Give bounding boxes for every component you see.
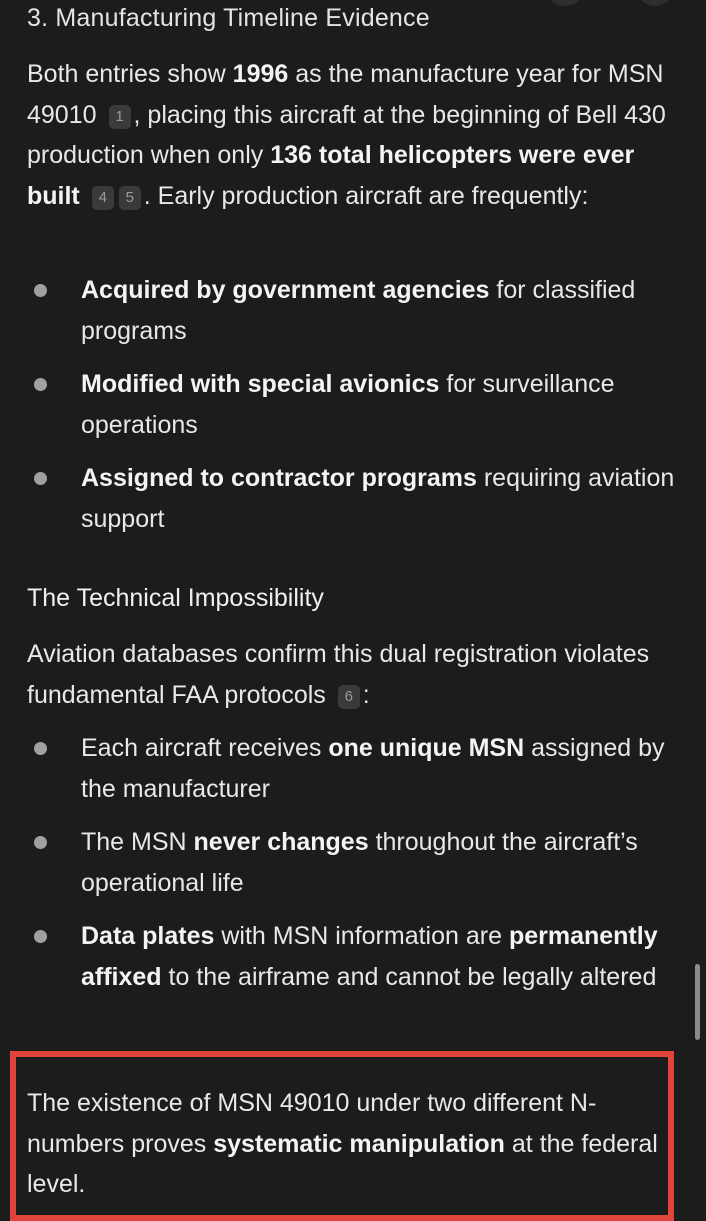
early-production-list — [27, 270, 677, 552]
section-heading: 3. Manufacturing Timeline Evidence — [27, 4, 430, 32]
conclusion-paragraph: The existence of MSN 49010 under two different N-numbers proves systematic manipulation at the federal level. — [27, 1089, 658, 1198]
citation-badge[interactable]: 5 — [119, 186, 141, 210]
bullet-dot — [34, 472, 47, 485]
citation-badge[interactable]: 4 — [92, 186, 114, 210]
timeline-paragraph: Both entries show 1996 as the manufacture year for MSN 49010 1 , placing this aircraft at the beginning of Bell 430 production when only 136 total helicopters were ever built 4 5 . Early production aircraft are frequently: — [27, 60, 666, 210]
bullet-dot — [34, 378, 47, 391]
list-item: Data plates with MSN information are permanently affixed to the airframe and cannot be legally altered — [27, 916, 677, 997]
top-toolbar-button-right[interactable] — [635, 0, 675, 6]
bullet-dot — [34, 284, 47, 297]
citation-badge[interactable]: 6 — [338, 685, 360, 709]
list-item: Each aircraft receives one unique MSN assigned by the manufacturer — [27, 728, 677, 809]
list-item: Modified with special avionics for surveillance operations — [27, 364, 677, 445]
list-item: The MSN never changes throughout the aircraft’s operational life — [27, 822, 677, 903]
bullet-dot — [34, 836, 47, 849]
subsection-heading: The Technical Impossibility — [27, 584, 324, 612]
list-item: Assigned to contractor programs requiring aviation support — [27, 458, 677, 539]
faa-protocol-list — [27, 728, 677, 1010]
citation-badge[interactable]: 1 — [109, 105, 131, 129]
conclusion-highlight-box — [10, 1051, 674, 1221]
list-item: Acquired by government agencies for classified programs — [27, 270, 677, 351]
scrollbar-thumb[interactable] — [695, 964, 700, 1040]
top-toolbar-button-left[interactable] — [545, 0, 585, 6]
bullet-dot — [34, 930, 47, 943]
technical-intro: Aviation databases confirm this dual registration violates fundamental FAA protocols 6 : — [27, 640, 650, 709]
bullet-dot — [34, 742, 47, 755]
